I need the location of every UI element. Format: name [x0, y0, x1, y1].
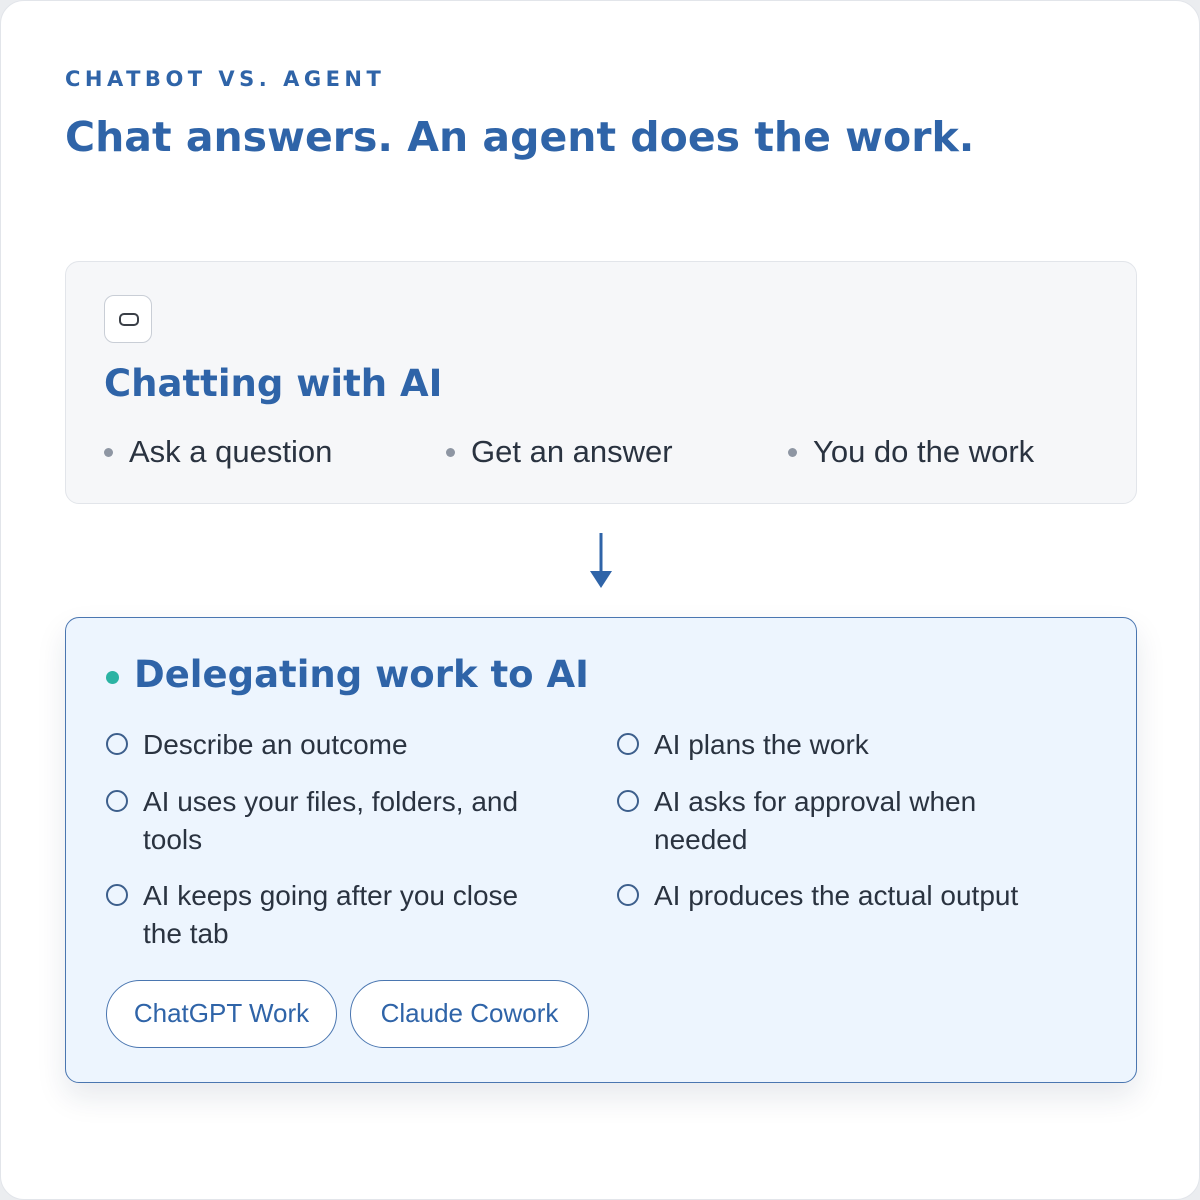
- task-label: Describe an outcome: [143, 729, 408, 760]
- task-item: [106, 783, 536, 859]
- bullet-dot: [104, 448, 113, 457]
- task-label: AI asks for approval when needed: [654, 786, 977, 855]
- circle-icon: [617, 884, 639, 906]
- circle-icon: [617, 790, 639, 812]
- chat-card-title: Chatting with AI: [104, 362, 443, 405]
- circle-icon: [617, 733, 639, 755]
- bullet-dot: [788, 448, 797, 457]
- chat-step-label: Ask a question: [129, 434, 333, 469]
- circle-icon: [106, 733, 128, 755]
- chatgpt-work-chip[interactable]: ChatGPT Work: [106, 980, 337, 1048]
- chat-bubble-shape: [119, 313, 139, 326]
- claude-cowork-chip[interactable]: Claude Cowork: [350, 980, 589, 1048]
- chat-step-label: You do the work: [813, 434, 1035, 469]
- task-item: [106, 726, 536, 764]
- task-item: [106, 877, 536, 953]
- chat-steps: [104, 430, 1104, 474]
- status-dot: [106, 671, 119, 684]
- circle-icon: [106, 790, 128, 812]
- chat-bubble-icon: [104, 295, 152, 343]
- task-label: AI keeps going after you close the tab: [143, 880, 519, 949]
- chat-card: [65, 261, 1137, 504]
- page-title: Chat answers. An agent does the work.: [65, 113, 975, 161]
- task-label: AI produces the actual output: [654, 880, 1019, 911]
- bullet-dot: [446, 448, 455, 457]
- circle-icon: [106, 884, 128, 906]
- task-item: [617, 783, 1047, 859]
- task-label: AI plans the work: [654, 729, 869, 760]
- chat-step-label: Get an answer: [471, 434, 673, 469]
- agent-card-title: Delegating work to AI: [134, 653, 589, 696]
- arrow-down-icon: [587, 531, 615, 591]
- task-item: [617, 877, 1087, 915]
- task-label: AI uses your files, folders, and tools: [143, 786, 519, 855]
- task-item: [617, 726, 1047, 764]
- agent-card: [65, 617, 1137, 1083]
- eyebrow-label: CHATBOT VS. AGENT: [65, 67, 386, 91]
